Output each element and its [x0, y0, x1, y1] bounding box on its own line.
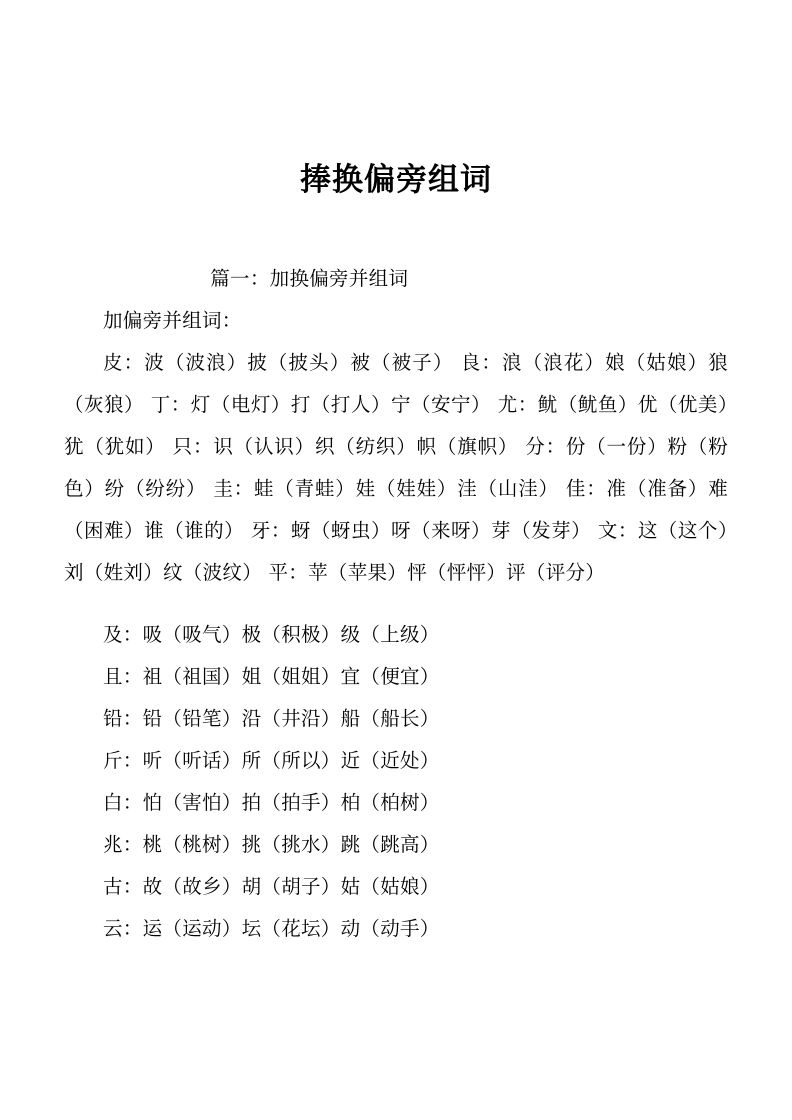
list-item: 及：吸（吸气）极（积极）级（上级）	[103, 623, 440, 646]
radical-combinations-paragraph: 皮：波（波浪）披（披头）被（被子） 良：浪（浪花）娘（姑娘）狼（灰狼） 丁：灯（电灯）打（打人）宁（安宁） 尤：鱿（鱿鱼）优（优美）犹（犹如） 只：识（认识）织（纺织）帜（旗帜） 分：份（一份）粉（粉色）纷（纷纷） 圭：蛙（青蛙）娃（娃娃）洼（山洼） 佳：准（准备）难（困难）谁（谁的） 牙：蚜（蚜虫）呀（来呀）芽（发芽） 文：这（这个）刘（姓刘）纹（波纹） 平：苹（苹果）怦（怦怦）评（评分）	[64, 351, 728, 584]
intro-line: 加偏旁并组词：	[103, 309, 242, 332]
list-item: 古：故（故乡）胡（胡子）姑（姑娘）	[103, 875, 440, 898]
page-title: 捧换偏旁组词	[300, 161, 492, 198]
document-body	[64, 258, 728, 950]
entry-list	[64, 614, 728, 950]
list-item: 且：祖（祖国）姐（姐姐）宜（便宜）	[103, 665, 440, 688]
list-item: 云：运（运动）坛（花坛）动（动手）	[103, 917, 440, 940]
list-item: 斤：听（听话）所（所以）近（近处）	[103, 749, 440, 772]
list-item: 铅：铅（铅笔）沿（井沿）船（船长）	[103, 707, 440, 730]
list-item: 白：怕（害怕）拍（拍手）柏（柏树）	[103, 791, 440, 814]
list-item: 兆：桃（桃树）挑（挑水）跳（跳高）	[103, 833, 440, 856]
section-heading: 篇一：加换偏旁并组词	[210, 267, 409, 290]
